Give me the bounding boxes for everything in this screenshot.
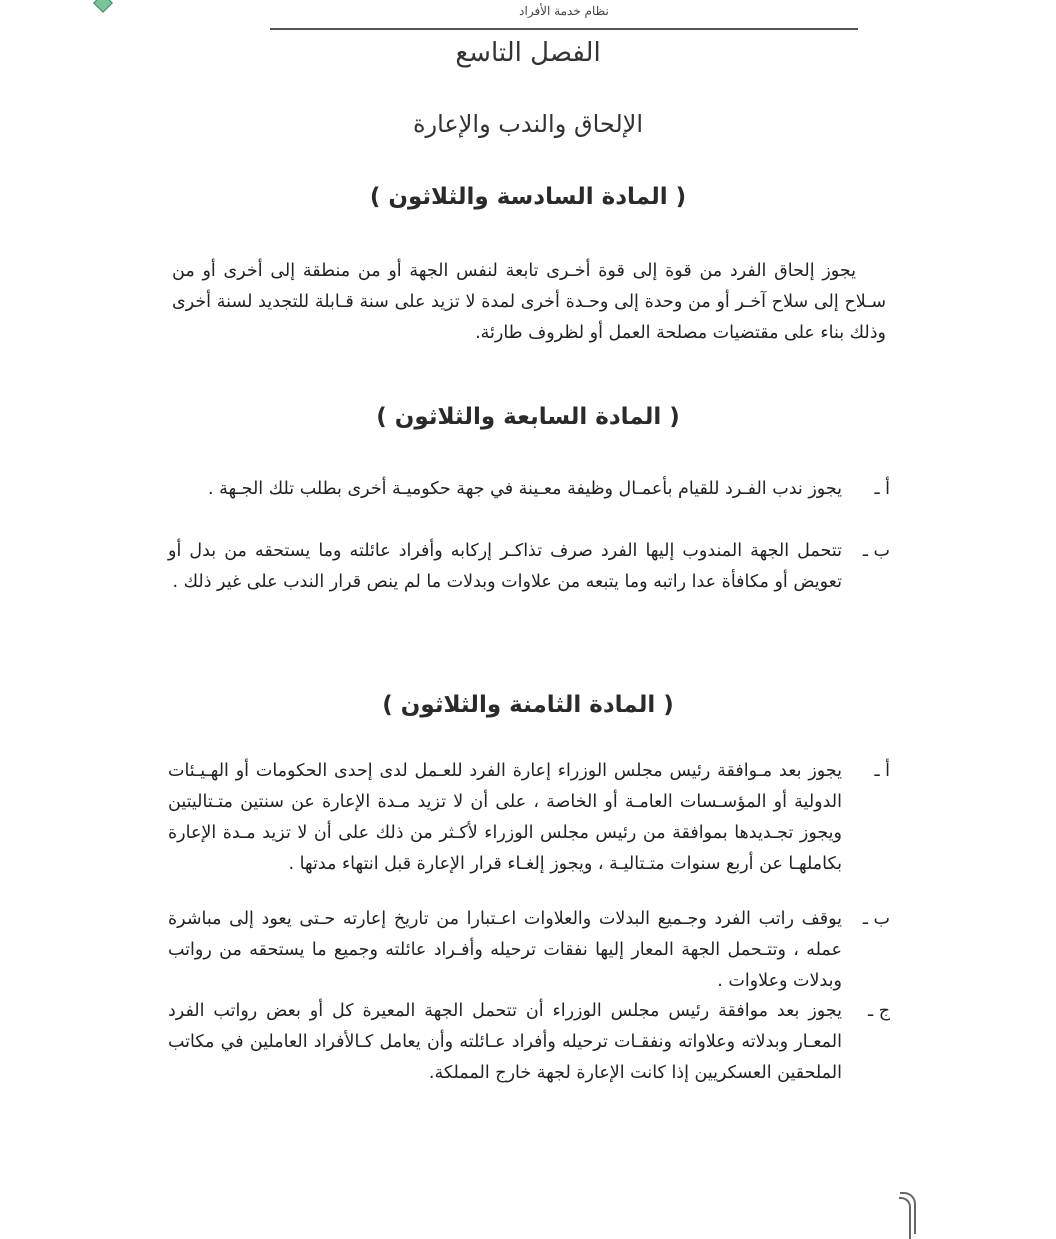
item-text: تتحمل الجهة المندوب إليها الفرد صرف تذاكـر إركابه وأفراد عائلته وما يستحقه من بدل أو تعويض أو مكافأة عدا راتبه وما يتبعه من علاوات وبدلات ما لم ينص قرار الندب على غير ذلك .	[168, 541, 842, 592]
item-text: يجوز بعد مـوافقة رئيس مجلس الوزراء إعارة الفرد للعـمل لدى إحدى الحكومات أو الهـيـئات الدولية أو المؤسـسات العامـة أو الخاصة ، على أن لا تزيد مـدة الإعارة عن سنتين متـتاليتين ويجوز تجـديدها بموافقة من رئيس مجلس الوزراء لأكـثر من ذلك على أن لا تزيد مـدة الإعارة بكاملهـا عن أربع سنوات متـتاليـة ، ويجوز إلغـاء قرار الإعارة قبل انتهاء مدتها .	[168, 761, 842, 874]
item-marker: أ ـ	[874, 479, 890, 499]
header-divider	[270, 28, 858, 30]
article-38-item-b	[168, 904, 890, 997]
page-edge-bracket-icon	[900, 1192, 916, 1234]
article-38-heading: ( المادة الثامنة والثلاثون )	[382, 692, 674, 718]
chapter-title: الفصل التاسع	[455, 38, 601, 68]
article-36-heading: ( المادة السادسة والثلاثون )	[369, 184, 687, 210]
running-header: نظام خدمة الأفراد	[519, 4, 609, 18]
article-37-heading: ( المادة السابعة والثلاثون )	[376, 404, 680, 430]
article-38-item-a	[168, 756, 890, 880]
article-36-paragraph: يجوز إلحاق الفرد من قوة إلى قوة أخـرى تابعة لنفس الجهة أو من منطقة إلى أخرى أو من سـلاح إلى سلاح آخـر أو من وحدة إلى وحـدة أخرى لمدة لا تزيد على سنة قـابلة للتجديد لسنة أخرى وذلك بناء على مقتضيات مصلحة العمل أو لظروف طارئة.	[172, 261, 886, 343]
item-marker: ج ـ	[868, 1001, 890, 1021]
item-marker: ب ـ	[862, 541, 890, 561]
item-marker: ب ـ	[862, 909, 890, 929]
article-37-item-a	[168, 474, 890, 505]
item-text: يوقف راتب الفرد وجـميع البدلات والعلاوات اعـتبارا من تاريخ إعارته حـتى يعود إلى مباشرة عمله ، وتتـحمل الجهة المعار إليها نفقات ترحيله وأفـراد عائلته وجميع ما يستحقه من رواتب وبدلات وعلاوات .	[168, 909, 842, 991]
article-38-item-c	[168, 996, 890, 1089]
item-text: يجوز بعد موافقة رئيس مجلس الوزراء أن تتحمل الجهة المعيرة كل أو بعض رواتب الفرد المعـار وبدلاته وعلاواته ونفقـات ترحيله وأفراد عـائلته وأن يعامل كـالأفراد العاملين في مكاتب الملحقين العسكريين إذا كانت الإعارة لجهة خارج المملكة.	[168, 1001, 842, 1083]
item-text: يجوز ندب الفـرد للقيام بأعمـال وظيفة معـينة في جهة حكوميـة أخرى بطلب تلك الجـهة .	[207, 479, 842, 499]
page-corner-tab-marker	[93, 0, 113, 13]
article-37-item-b	[168, 536, 890, 598]
item-marker: أ ـ	[874, 761, 890, 781]
chapter-subtitle: الإلحاق والندب والإعارة	[412, 110, 644, 138]
